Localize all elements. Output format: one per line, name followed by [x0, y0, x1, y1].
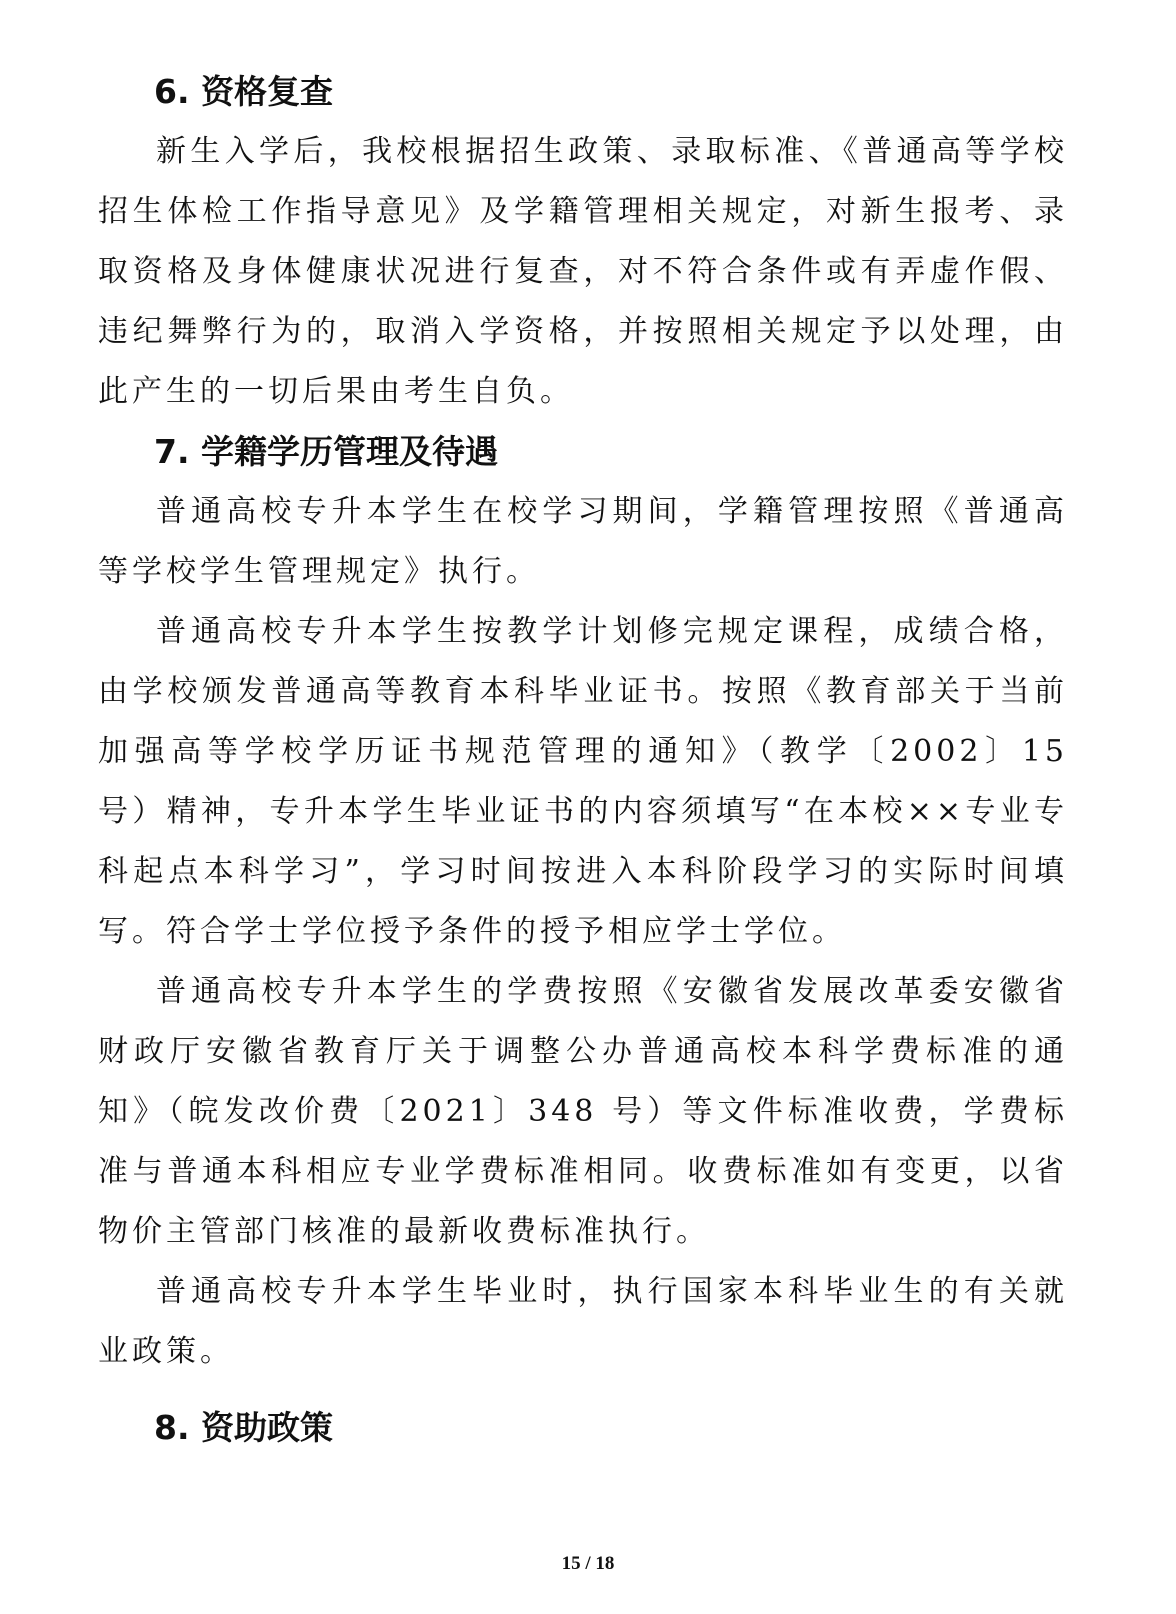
section-heading-enrollment-management: 7. 学籍学历管理及待遇	[154, 432, 498, 471]
paragraph-employment: 普通高校专升本学生毕业时，执行国家本科毕业生的有关就业政策。	[98, 1274, 1068, 1369]
page-number: 15 / 18	[561, 1553, 615, 1574]
spacer	[98, 1382, 1068, 1398]
section-heading-financial-aid: 8. 资助政策	[154, 1408, 333, 1447]
document-page	[98, 62, 1068, 1458]
section-heading-qualification-review: 6. 资格复查	[154, 72, 333, 111]
paragraph-diploma: 普通高校专升本学生按教学计划修完规定课程，成绩合格，由学校颁发普通高等教育本科毕业证书。按照《教育部关于当前加强高等学校学历证书规范管理的通知》（教学〔2002〕15 号）精神，专升本学生毕业证书的内容须填写“在本校××专业专科起点本科学习”，学习时间按进入本科阶段学习的实际时间填写。符合学士学位授予条件的授予相应学士学位。	[98, 614, 1068, 949]
paragraph-enrollment-rules: 普通高校专升本学生在校学习期间，学籍管理按照《普通高等学校学生管理规定》执行。	[98, 494, 1068, 589]
paragraph-tuition: 普通高校专升本学生的学费按照《安徽省发展改革委安徽省财政厅安徽省教育厅关于调整公办普通高校本科学费标准的通知》（皖发改价费〔2021〕348 号）等文件标准收费，学费标准与普通本科相应专业学费标准相同。收费标准如有变更，以省物价主管部门核准的最新收费标准执行。	[98, 974, 1068, 1249]
paragraph-qualification-review: 新生入学后，我校根据招生政策、录取标准、《普通高等学校招生体检工作指导意见》及学籍管理相关规定，对新生报考、录取资格及身体健康状况进行复查，对不符合条件或有弄虚作假、违纪舞弊行为的，取消入学资格，并按照相关规定予以处理，由此产生的一切后果由考生自负。	[98, 134, 1068, 409]
